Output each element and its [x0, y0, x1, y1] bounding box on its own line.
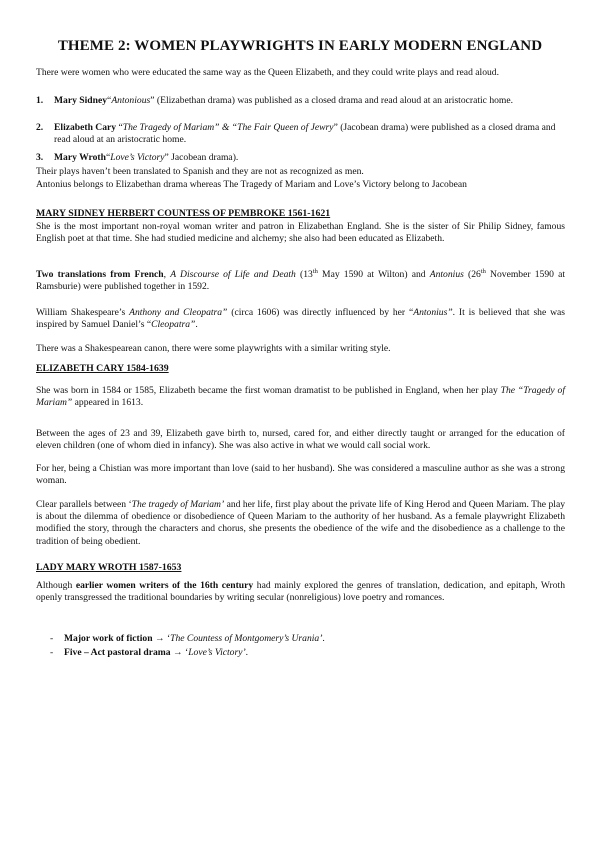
- section-heading: ELIZABETH CARY 1584-1639: [36, 363, 169, 374]
- work-title: Cleopatra”: [151, 319, 196, 331]
- list-text: [54, 122, 565, 146]
- author-name: Elizabeth Cary: [54, 122, 117, 133]
- intro-text: There were women who were educated the same way as the Queen Elizabeth, and they could write plays and read aloud.: [36, 67, 499, 78]
- work-title: Antonius”: [413, 307, 453, 318]
- author-name: Mary Wroth: [54, 152, 106, 163]
- quote-mark: ”: [333, 122, 338, 133]
- paragraph: There was a Shakespearean canon, there were some playwrights with a similar writing style.: [36, 343, 391, 354]
- bullet-item: - Major work of fiction → ‘The Countess of Montgomery’s Urania’.: [50, 633, 325, 644]
- body-text: Their plays haven’t been translated to Spanish and they are not as recognized as men.: [36, 166, 364, 177]
- paragraph: She is the most important non-royal woman writer and patron in Elizabethan England. She is the sister of Sir Philip Sidney, famous English poet at that time. She had studied medicine and alchemy; she also had been educated as Elizabeth.: [36, 221, 565, 245]
- list-description: (Jacobean drama) were published as a closed drama and read aloud at an aristocratic home.: [54, 122, 556, 145]
- work-title: The “Tragedy of Mariam”: [36, 385, 565, 409]
- bold-text: Two translations from French: [36, 269, 164, 280]
- quote-mark: “: [105, 152, 111, 163]
- bold-text: Five – Act pastoral drama: [64, 647, 171, 658]
- body-text: Antonius belongs to Elizabethan drama whereas The Tragedy of Mariam and Love’s Victory belong to Jacobean: [36, 179, 467, 190]
- work-title: A Discourse of Life and Death: [170, 269, 296, 280]
- list-number: 2.: [36, 122, 44, 133]
- work-title: Love’s Victory’: [188, 647, 246, 658]
- arrow-icon: → ‘: [170, 647, 189, 658]
- paragraph: Although earlier women writers of the 16th century had mainly explored the genres of translation, dedication, and epitaph, Wroth openly transgressed the traditional boundaries by writing secular (nonreligious) love poetry and romances.: [36, 580, 565, 604]
- work-title: Antonious: [111, 95, 151, 106]
- bold-text: earlier women writers of the 16th century: [75, 580, 254, 591]
- work-title: The Countess of Montgomery’s Urania’: [170, 633, 323, 644]
- quote-mark: ”: [150, 95, 155, 106]
- work-title: Antonius: [429, 269, 464, 280]
- quote-mark: ”: [164, 152, 169, 163]
- work-title: The Tragedy of Mariam” & “The Fair Queen of Jewry: [122, 122, 334, 133]
- list-text: [54, 152, 565, 164]
- list-item: [36, 152, 565, 164]
- list-item: [36, 95, 565, 107]
- work-title: Anthony and Cleopatra”: [129, 307, 228, 318]
- list-number: 3.: [36, 152, 44, 163]
- document-title: THEME 2: WOMEN PLAYWRIGHTS IN EARLY MODERN ENGLAND: [57, 38, 543, 54]
- paragraph: She was born in 1584 or 1585, Elizabeth became the first woman dramatist to be published in England, when her play The “Tragedy of Mariam” appeared in 1613.: [36, 385, 565, 409]
- author-name: Mary Sidney: [54, 95, 108, 106]
- paragraph: For her, being a Chistian was more important than love (said to her husband). She was considered a masculine author as she was a strong woman.: [36, 463, 565, 487]
- quote-mark: “: [107, 95, 112, 106]
- list-item: [36, 122, 565, 146]
- section-heading: MARY SIDNEY HERBERT COUNTESS OF PEMBROKE 1561-1621: [36, 208, 331, 219]
- work-title: Love’s Victory: [110, 152, 165, 163]
- bullet-dash: -: [50, 647, 54, 658]
- list-number: 1.: [36, 95, 44, 106]
- bullet-item: - Five – Act pastoral drama → ‘Love’s Victory’.: [50, 647, 249, 658]
- bold-text: Major work of fiction: [64, 633, 153, 644]
- list-description: Jacobean drama).: [168, 152, 239, 163]
- work-title: The tragedy of Mariam’: [131, 499, 225, 510]
- list-description: (Elizabethan drama) was published as a closed drama and read aloud at an aristocratic home.: [154, 95, 514, 106]
- paragraph: Two translations from French, A Discourse of Life and Death (13th May 1590 at Wilton) and Antonius (26th November 1590 at Ramsburie) were published together in 1592.: [36, 267, 565, 293]
- bullet-dash: -: [50, 633, 54, 644]
- paragraph: Between the ages of 23 and 39, Elizabeth gave birth to, nursed, cared for, and either directly taught or arranged for the education of eleven children (one of whom died in infancy). She was also active in what we would call social work.: [36, 428, 565, 452]
- arrow-icon: → ‘: [152, 633, 171, 644]
- section-heading: LADY MARY WROTH 1587-1653: [36, 562, 182, 573]
- quote-mark: “: [116, 122, 123, 133]
- list-text: [54, 95, 565, 107]
- paragraph: William Shakespeare’s Anthony and Cleopatra” (circa 1606) was directly influenced by her “Antonius”. It is believed that she was inspired by Samuel Daniel’s “Cleopatra”.: [36, 307, 566, 331]
- paragraph: Clear parallels between ‘The tragedy of Mariam’ and her life, first play about the private life of King Herod and Queen Mariam. The play is about the dilemma of obedience or disobedience of Queen Mariam to the authority of her husband. As a female playwright Elizabeth modified the story, through the characters and chorus, she presents the obedience of the wife and the disobedience as a challenge to the tradition of being obedient.: [36, 499, 565, 547]
